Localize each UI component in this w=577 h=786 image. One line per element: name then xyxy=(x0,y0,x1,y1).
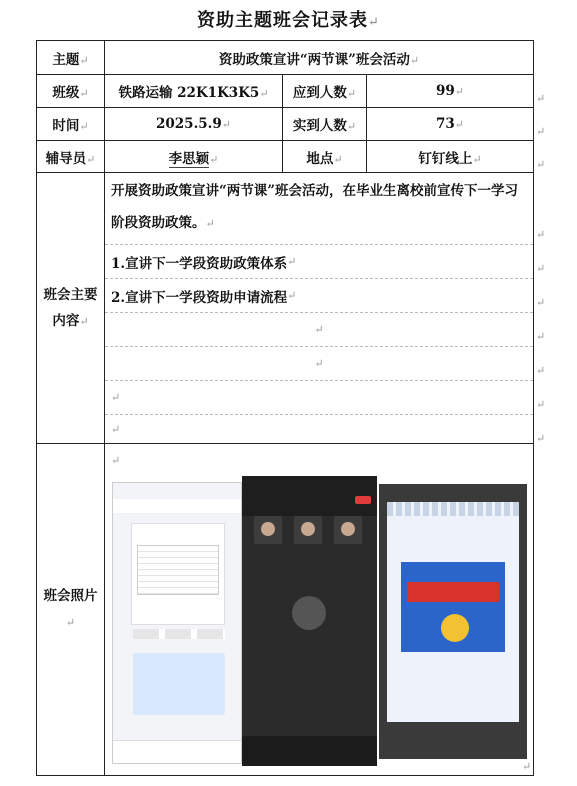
slide-emblem xyxy=(441,614,469,642)
paragraph-mark: ↵ xyxy=(454,118,465,131)
margin-mark xyxy=(536,92,545,105)
avatar xyxy=(341,522,355,536)
label-photos xyxy=(37,444,105,776)
photo-meeting-screenshot xyxy=(242,476,377,766)
paragraph-mark: ↵ xyxy=(346,120,357,133)
row-topic xyxy=(37,41,534,75)
margin-mark xyxy=(536,330,545,343)
label-expected xyxy=(283,75,367,108)
photo-strip xyxy=(105,444,533,774)
margin-mark xyxy=(536,228,545,241)
photos-cell xyxy=(105,444,534,776)
row-photos xyxy=(37,444,534,776)
paragraph-mark: ↵ xyxy=(79,314,89,328)
paragraph-mark: ↵ xyxy=(79,87,89,100)
row-time xyxy=(37,108,534,141)
paragraph-mark: ↵ xyxy=(368,15,380,30)
content-intro xyxy=(105,173,533,245)
label-class xyxy=(37,75,105,108)
value-class-text: 铁路运输 22K1K3K5 xyxy=(118,85,260,101)
label-photos-text: 班会照片 xyxy=(43,588,98,604)
label-location xyxy=(283,141,367,173)
label-content-text: 班会主要内容 xyxy=(43,286,98,329)
paragraph-mark: ↵ xyxy=(111,422,121,436)
margin-mark xyxy=(522,760,531,773)
phone-status-bar xyxy=(113,483,241,499)
row-counselor xyxy=(37,141,534,173)
paragraph-mark: ↵ xyxy=(287,289,297,302)
paragraph-mark: ↵ xyxy=(536,92,546,105)
record-indicator xyxy=(355,496,371,504)
value-expected-text: 99 xyxy=(436,83,455,99)
photos-paragraph-mark xyxy=(111,452,120,468)
paragraph-mark: ↵ xyxy=(86,152,96,166)
margin-mark xyxy=(536,262,545,275)
paragraph-mark: ↵ xyxy=(536,364,546,377)
label-time-text: 时间 xyxy=(52,118,80,134)
paragraph-mark: ↵ xyxy=(536,432,546,445)
paragraph-mark: ↵ xyxy=(314,357,324,370)
value-counselor xyxy=(105,141,283,173)
file-action-buttons xyxy=(133,629,225,639)
spreadsheet-preview xyxy=(137,545,219,595)
content-empty-line xyxy=(105,415,533,443)
page-title xyxy=(0,6,577,32)
paragraph-mark: ↵ xyxy=(536,228,546,241)
speaker-avatar xyxy=(292,596,326,630)
row-class xyxy=(37,75,534,108)
content-cell xyxy=(105,173,534,444)
record-table xyxy=(36,40,534,776)
label-counselor-text: 辅导员 xyxy=(45,150,87,167)
label-time xyxy=(37,108,105,141)
paragraph-mark: ↵ xyxy=(536,330,546,343)
margin-mark xyxy=(536,296,545,309)
paragraph-mark: ↵ xyxy=(65,616,76,629)
message-bubble xyxy=(133,653,225,715)
value-topic xyxy=(105,41,534,75)
paragraph-mark: ↵ xyxy=(79,120,89,133)
label-topic xyxy=(37,41,105,75)
content-item-1-text: 1.宣讲下一学段资助政策体系 xyxy=(111,255,288,272)
paragraph-mark: ↵ xyxy=(536,296,546,309)
paragraph-mark: ↵ xyxy=(314,323,324,336)
content-item-2-text: 2.宣讲下一学段资助申请流程 xyxy=(111,289,288,306)
label-topic-text: 主题 xyxy=(52,51,80,68)
paragraph-mark: ↵ xyxy=(333,152,343,166)
avatar xyxy=(301,522,315,536)
value-class xyxy=(105,75,283,108)
chat-toolbar xyxy=(113,740,241,763)
value-counselor-text: 李思颖 xyxy=(168,150,210,167)
row-content xyxy=(37,173,534,444)
label-actual xyxy=(283,108,367,141)
value-time xyxy=(105,108,283,141)
content-item-2 xyxy=(105,279,533,313)
margin-mark xyxy=(536,398,545,411)
paragraph-mark: ↵ xyxy=(536,125,546,138)
content-item-1 xyxy=(105,245,533,279)
paragraph-mark: ↵ xyxy=(79,53,89,67)
paragraph-mark: ↵ xyxy=(111,391,121,404)
paragraph-mark: ↵ xyxy=(221,118,231,131)
paragraph-mark: ↵ xyxy=(259,87,269,100)
app-toolbar xyxy=(387,502,519,516)
value-expected xyxy=(367,75,534,108)
projected-screen xyxy=(387,502,519,722)
title-text: 资助主题班会记录表 xyxy=(197,10,369,31)
margin-mark xyxy=(536,125,545,138)
content-intro-text: 开展资助政策宣讲“两节课”班会活动，在毕业生离校前宣传下一学习阶段资助政策。 xyxy=(111,183,519,231)
value-topic-text: 资助政策宣讲“两节课”班会活动 xyxy=(218,51,410,68)
paragraph-mark: ↵ xyxy=(454,85,465,98)
paragraph-mark: ↵ xyxy=(522,760,532,773)
label-expected-text: 应到人数 xyxy=(292,85,347,101)
margin-mark xyxy=(536,158,545,171)
label-actual-text: 实到人数 xyxy=(292,118,347,134)
content-empty-line xyxy=(105,381,533,415)
label-location-text: 地点 xyxy=(306,150,334,167)
photo-classroom-screen xyxy=(379,484,527,759)
label-content xyxy=(37,173,105,444)
paragraph-mark: ↵ xyxy=(409,53,420,67)
paragraph-mark: ↵ xyxy=(111,454,121,467)
chat-header xyxy=(113,499,241,513)
paragraph-mark: ↵ xyxy=(536,398,546,411)
value-location xyxy=(367,141,534,173)
value-actual-text: 73 xyxy=(436,116,455,132)
paragraph-mark: ↵ xyxy=(209,152,219,166)
avatar xyxy=(261,522,275,536)
content-empty-line xyxy=(105,347,533,381)
paragraph-mark: ↵ xyxy=(536,158,546,171)
paragraph-mark: ↵ xyxy=(346,87,357,100)
label-counselor xyxy=(37,141,105,173)
value-actual xyxy=(367,108,534,141)
slide-banner xyxy=(407,582,499,602)
label-class-text: 班级 xyxy=(52,85,80,101)
meeting-controls xyxy=(242,736,377,766)
photo-chat-screenshot xyxy=(112,482,242,764)
paragraph-mark: ↵ xyxy=(536,262,546,275)
paragraph-mark: ↵ xyxy=(287,255,297,268)
paragraph-mark: ↵ xyxy=(205,217,215,230)
paragraph-mark: ↵ xyxy=(472,152,482,166)
value-time-text: 2025.5.9 xyxy=(156,116,222,132)
value-location-text: 钉钉线上 xyxy=(418,150,473,167)
content-empty-line xyxy=(105,313,533,347)
margin-mark xyxy=(536,364,545,377)
margin-mark xyxy=(536,432,545,445)
